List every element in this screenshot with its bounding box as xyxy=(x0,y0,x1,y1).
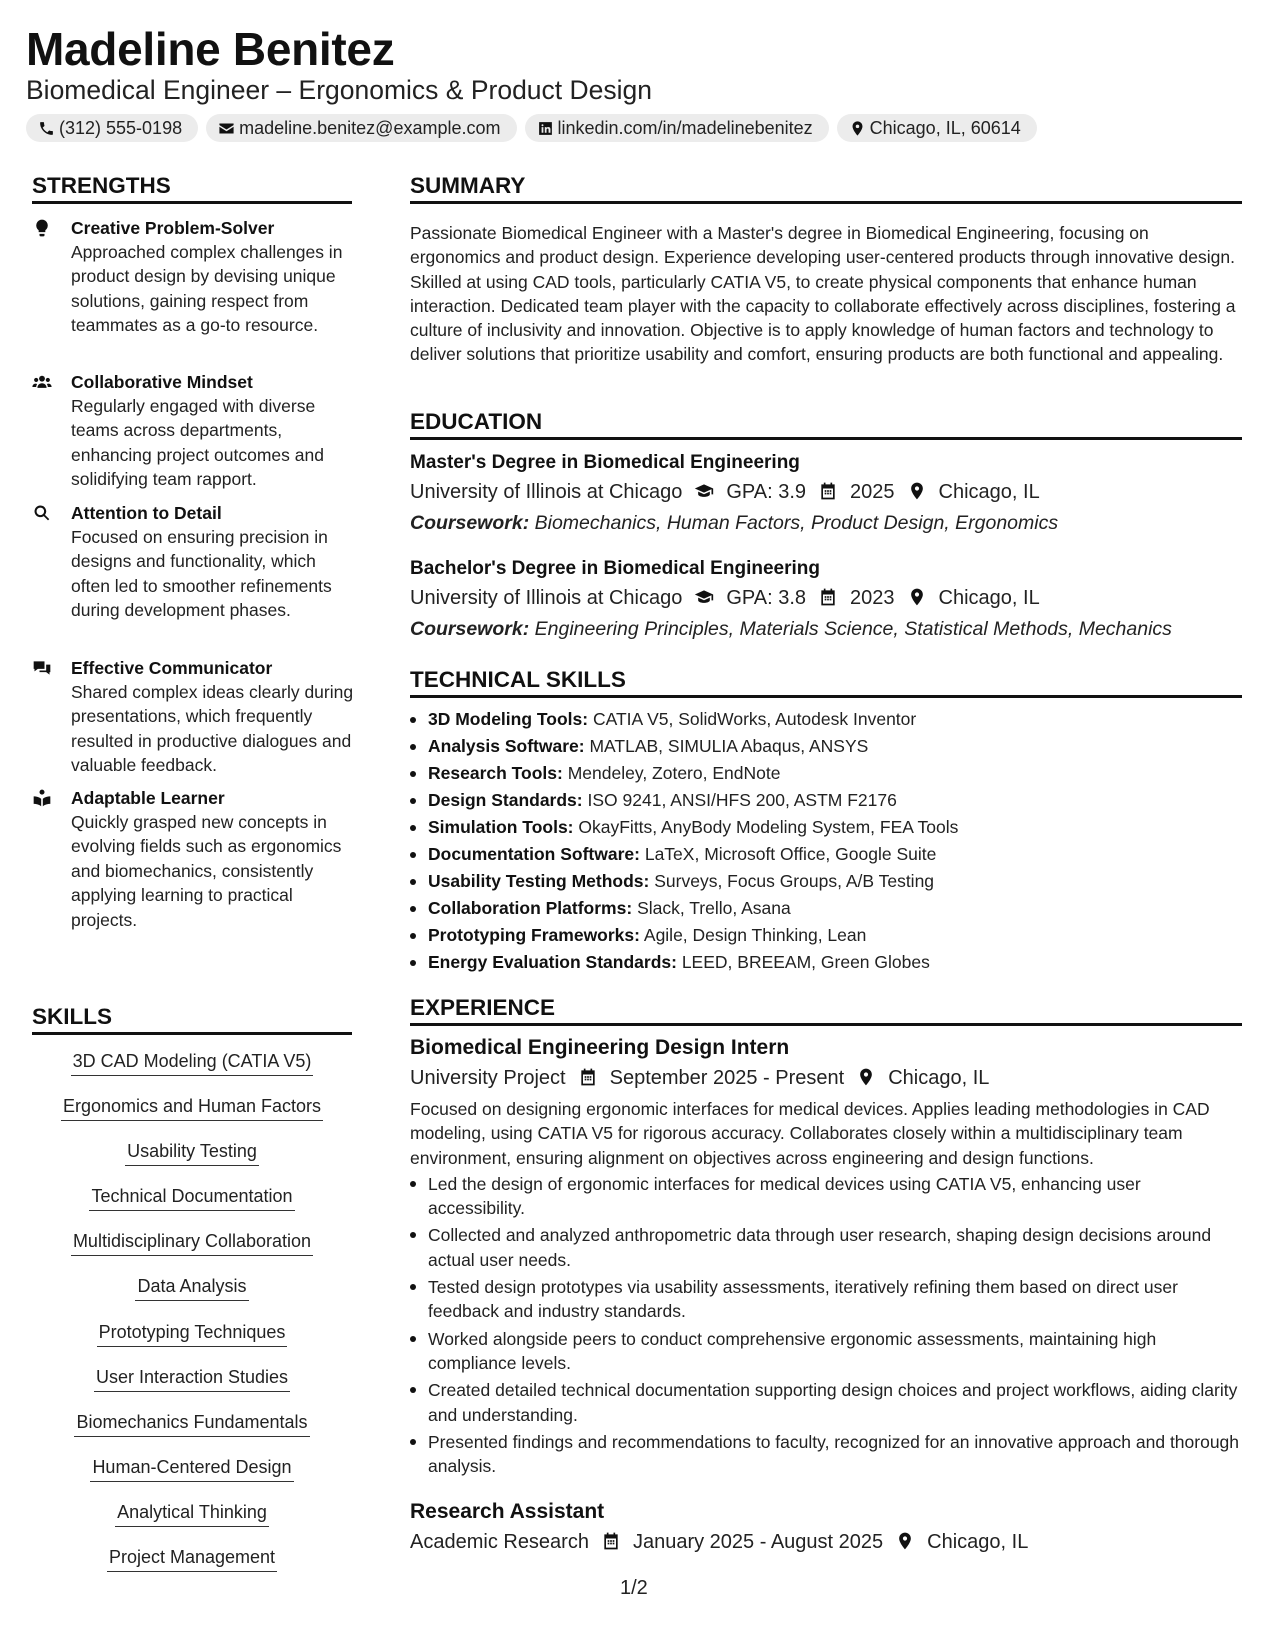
graduation-cap-icon xyxy=(694,481,716,503)
experience-entry xyxy=(410,1034,1242,1481)
contact-location-text: Chicago, IL, 60614 xyxy=(869,117,1021,138)
education-entry xyxy=(410,450,1242,537)
contact-email-text: madeline.benitez@example.com xyxy=(239,117,501,138)
experience-entry xyxy=(410,1498,1242,1557)
job-bullet: Tested design prototypes via usability assessments, iteratively refining them based on direct user feedback and industry standards. xyxy=(410,1275,1242,1324)
education-entry xyxy=(410,556,1242,643)
strength-item xyxy=(32,216,354,338)
skills-divider xyxy=(32,1032,352,1035)
tech-skill-label: Collaboration Platforms: xyxy=(428,898,633,918)
skill-tag-label: Human-Centered Design xyxy=(90,1454,293,1482)
location-pin-icon xyxy=(856,1067,878,1089)
location-pin-icon xyxy=(907,481,929,503)
job-description: Focused on designing ergonomic interfaces for medical devices. Applies leading methodologies in CAD modeling, using CATIA V5 for rigorous accuracy. Collaborates closely within a multidisciplinary team environment, ensuring alignment on objectives across engineering and design functions. xyxy=(410,1099,1210,1168)
contact-phone-text: (312) 555-0198 xyxy=(59,117,183,138)
summary-heading: SUMMARY xyxy=(410,173,526,198)
tech-skill-item xyxy=(410,733,1242,760)
strength-item xyxy=(32,656,354,778)
coursework-label: Coursework: xyxy=(410,512,530,534)
tech-skill-label: Analysis Software: xyxy=(428,736,585,756)
skill-tag xyxy=(32,1319,352,1347)
strength-item xyxy=(32,786,354,932)
contact-phone[interactable] xyxy=(26,114,198,142)
education-meta xyxy=(410,477,1242,507)
tech-skill-value: OkayFitts, AnyBody Modeling System, FEA Tools xyxy=(578,817,959,837)
skill-tag xyxy=(32,1093,352,1121)
coursework xyxy=(410,615,1242,643)
comments-icon xyxy=(32,658,54,680)
job-bullets xyxy=(410,1172,1242,1479)
degree-title: Bachelor's Degree in Biomedical Engineering xyxy=(410,558,820,579)
contact-row xyxy=(26,114,1037,142)
school-name: University of Illinois at Chicago xyxy=(410,587,683,609)
tech-skill-label: Energy Evaluation Standards: xyxy=(428,952,677,972)
skill-tag xyxy=(32,1228,352,1256)
job-title: Research Assistant xyxy=(410,1500,605,1523)
strength-desc: Regularly engaged with diverse teams across departments, enhancing project outcomes and solidifying team rapport. xyxy=(71,396,324,490)
skill-tag-label: Multidisciplinary Collaboration xyxy=(71,1228,313,1256)
school-location: Chicago, IL xyxy=(938,481,1040,503)
job-location: Chicago, IL xyxy=(927,1531,1029,1553)
contact-linkedin-text: linkedin.com/in/madelinebenitez xyxy=(557,117,813,138)
skill-tag xyxy=(32,1048,352,1076)
technical-skills-heading: TECHNICAL SKILLS xyxy=(410,667,626,692)
strength-title: Adaptable Learner xyxy=(71,788,225,808)
phone-icon xyxy=(38,120,55,137)
strength-title: Effective Communicator xyxy=(71,658,273,678)
coursework-list: Engineering Principles, Materials Science, Statistical Methods, Mechanics xyxy=(534,618,1172,640)
skill-tag xyxy=(32,1454,352,1482)
job-org: Academic Research xyxy=(410,1531,589,1553)
tech-skill-item xyxy=(410,895,1242,922)
skill-tag-label: Ergonomics and Human Factors xyxy=(61,1093,323,1121)
tech-skill-label: Prototyping Frameworks: xyxy=(428,925,640,945)
job-bullet: Worked alongside peers to conduct comprehensive ergonomic assessments, maintaining high compliance levels. xyxy=(410,1327,1242,1376)
tech-skill-value: LaTeX, Microsoft Office, Google Suite xyxy=(644,844,937,864)
strength-title: Collaborative Mindset xyxy=(71,372,253,392)
job-title: Biomedical Engineering Design Intern xyxy=(410,1036,790,1059)
candidate-name: Madeline Benitez xyxy=(26,23,395,75)
job-meta xyxy=(410,1527,1242,1557)
gpa: GPA: 3.9 xyxy=(726,481,807,503)
skill-tag-label: User Interaction Studies xyxy=(94,1364,290,1392)
job-location: Chicago, IL xyxy=(888,1067,990,1089)
skill-tag-label: Usability Testing xyxy=(125,1138,259,1166)
tech-skill-value: ISO 9241, ANSI/HFS 200, ASTM F2176 xyxy=(587,790,897,810)
job-bullet: Collected and analyzed anthropometric data through user research, shaping design decisions around actual user needs. xyxy=(410,1223,1242,1272)
strength-desc: Approached complex challenges in product design by devising unique solutions, gaining respect from teammates as a go-to resource. xyxy=(71,242,343,336)
skill-tag xyxy=(32,1138,352,1166)
contact-location xyxy=(837,114,1037,142)
tech-skill-label: Design Standards: xyxy=(428,790,583,810)
skill-tag xyxy=(32,1409,352,1437)
tech-skill-label: Documentation Software: xyxy=(428,844,640,864)
strength-title: Creative Problem-Solver xyxy=(71,218,275,238)
tech-skill-value: MATLAB, SIMULIA Abaqus, ANSYS xyxy=(589,736,869,756)
tech-skill-label: Usability Testing Methods: xyxy=(428,871,650,891)
job-dates: September 2025 - Present xyxy=(609,1067,845,1089)
tech-skill-value: CATIA V5, SolidWorks, Autodesk Inventor xyxy=(592,709,917,729)
book-reader-icon xyxy=(32,788,54,810)
skill-tag-label: Biomechanics Fundamentals xyxy=(74,1409,309,1437)
education-meta xyxy=(410,583,1242,613)
job-meta xyxy=(410,1063,1242,1093)
skill-tag xyxy=(32,1183,352,1211)
school-location: Chicago, IL xyxy=(938,587,1040,609)
skill-tag-label: 3D CAD Modeling (CATIA V5) xyxy=(71,1048,314,1076)
technical-skills-list xyxy=(410,706,1242,976)
graduation-cap-icon xyxy=(694,587,716,609)
education-heading: EDUCATION xyxy=(410,409,543,434)
search-icon xyxy=(32,503,54,525)
tech-skill-item xyxy=(410,922,1242,949)
skill-tag-label: Analytical Thinking xyxy=(115,1499,269,1527)
gpa: GPA: 3.8 xyxy=(726,587,807,609)
strength-desc: Shared complex ideas clearly during presentations, which frequently resulted in productive dialogues and valuable feedback. xyxy=(71,682,354,776)
skill-tag-label: Technical Documentation xyxy=(89,1183,294,1211)
skill-tag xyxy=(32,1499,352,1527)
calendar-icon xyxy=(818,587,840,609)
strength-item xyxy=(32,501,354,623)
location-pin-icon xyxy=(895,1531,917,1553)
tech-skill-item xyxy=(410,949,1242,976)
experience-heading: EXPERIENCE xyxy=(410,995,556,1020)
degree-title: Master's Degree in Biomedical Engineering xyxy=(410,452,800,473)
tech-skill-item xyxy=(410,841,1242,868)
tech-skill-value: Slack, Trello, Asana xyxy=(637,898,791,918)
strength-item xyxy=(32,370,354,492)
coursework-label: Coursework: xyxy=(410,618,530,640)
job-org: University Project xyxy=(410,1067,566,1089)
strength-desc: Focused on ensuring precision in designs and functionality, which often led to smoother refinements during development phases. xyxy=(71,527,332,621)
strengths-heading: STRENGTHS xyxy=(32,173,171,198)
page-number: 1/2 xyxy=(620,1577,648,1599)
calendar-icon xyxy=(601,1531,623,1553)
tech-skill-label: Simulation Tools: xyxy=(428,817,574,837)
skill-tag xyxy=(32,1273,352,1301)
strengths-divider xyxy=(32,201,352,204)
experience-divider xyxy=(410,1023,1242,1026)
location-pin-icon xyxy=(849,120,866,137)
job-dates: January 2025 - August 2025 xyxy=(632,1531,884,1553)
technical-skills-divider xyxy=(410,695,1242,698)
summary-text: Passionate Biomedical Engineer with a Master's degree in Biomedical Engineering, focusing on ergonomics and product design. Experience developing user-centered products through innovative design. Skilled at using CAD tools, particularly CATIA V5, to create physical components that enhance human interaction. Dedicated team player with the capacity to collaborate effectively across disciplines, fostering a culture of inclusivity and innovation. Objective is to apply knowledge of human factors and technology to deliver solutions that prioritize usability and comfort, ensuring products are both functional and appealing. xyxy=(410,223,1236,365)
tech-skill-value: Agile, Design Thinking, Lean xyxy=(643,925,867,945)
coursework xyxy=(410,509,1242,537)
skill-tag-label: Prototyping Techniques xyxy=(97,1319,288,1347)
tech-skill-value: Mendeley, Zotero, EndNote xyxy=(567,763,781,783)
tech-skill-item xyxy=(410,868,1242,895)
skill-tag xyxy=(32,1544,352,1572)
tech-skill-label: 3D Modeling Tools: xyxy=(428,709,589,729)
candidate-headline: Biomedical Engineer – Ergonomics & Product Design xyxy=(26,75,653,105)
lightbulb-icon xyxy=(32,218,54,240)
calendar-icon xyxy=(578,1067,600,1089)
linkedin-icon xyxy=(537,120,554,137)
skills-heading: SKILLS xyxy=(32,1004,113,1029)
users-icon xyxy=(32,372,54,394)
contact-email[interactable] xyxy=(206,114,516,142)
job-bullet: Presented findings and recommendations to faculty, recognized for an innovative approach and thorough analysis. xyxy=(410,1430,1242,1479)
tech-skill-label: Research Tools: xyxy=(428,763,563,783)
graduation-year: 2025 xyxy=(850,481,895,503)
tech-skill-item xyxy=(410,814,1242,841)
graduation-year: 2023 xyxy=(850,587,895,609)
strength-desc: Quickly grasped new concepts in evolving fields such as ergonomics and biomechanics, consistently applying learning to practical projects. xyxy=(71,812,342,930)
skill-tag-label: Project Management xyxy=(107,1544,277,1572)
calendar-icon xyxy=(818,481,840,503)
school-name: University of Illinois at Chicago xyxy=(410,481,683,503)
summary-divider xyxy=(410,201,1242,204)
tech-skill-item xyxy=(410,787,1242,814)
location-pin-icon xyxy=(907,587,929,609)
education-divider xyxy=(410,437,1242,440)
contact-linkedin[interactable] xyxy=(525,114,829,142)
tech-skill-value: Surveys, Focus Groups, A/B Testing xyxy=(654,871,935,891)
tech-skill-value: LEED, BREEAM, Green Globes xyxy=(681,952,930,972)
skill-tag-label: Data Analysis xyxy=(135,1273,248,1301)
strength-title: Attention to Detail xyxy=(71,503,222,523)
envelope-icon xyxy=(218,120,235,137)
skill-tag xyxy=(32,1364,352,1392)
job-bullet: Led the design of ergonomic interfaces for medical devices using CATIA V5, enhancing user accessibility. xyxy=(410,1172,1242,1221)
job-bullet: Created detailed technical documentation supporting design choices and project workflows, aiding clarity and understanding. xyxy=(410,1378,1242,1427)
tech-skill-item xyxy=(410,706,1242,733)
coursework-list: Biomechanics, Human Factors, Product Design, Ergonomics xyxy=(534,512,1059,534)
tech-skill-item xyxy=(410,760,1242,787)
